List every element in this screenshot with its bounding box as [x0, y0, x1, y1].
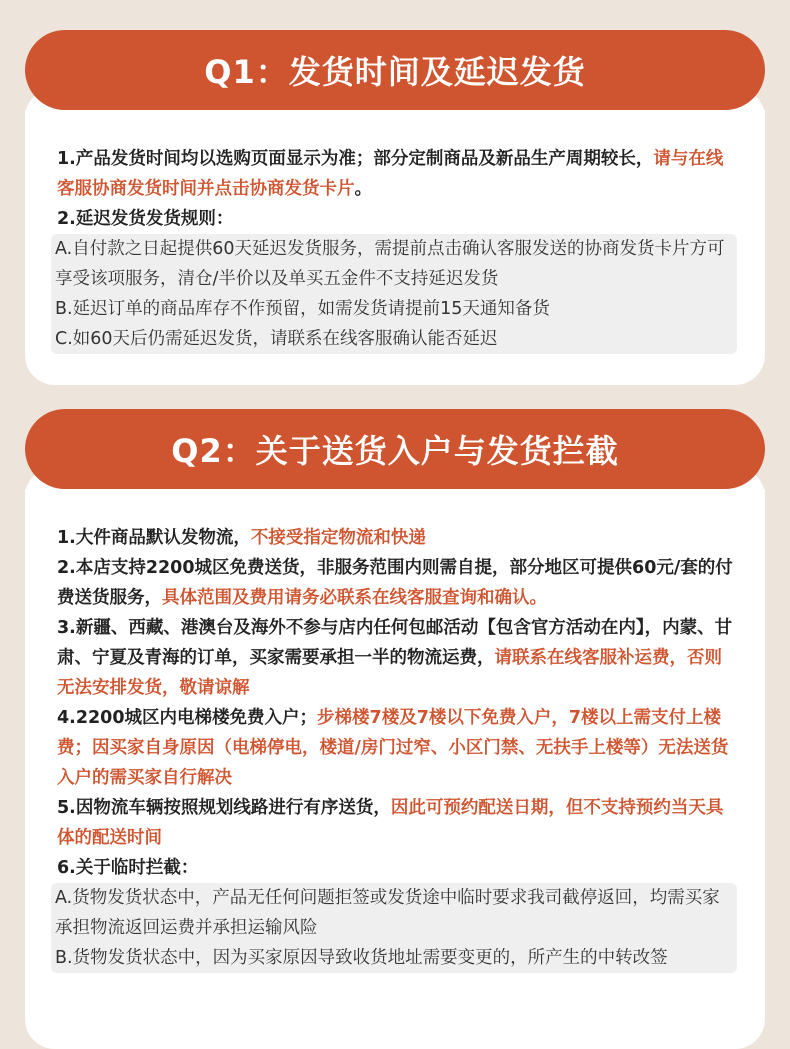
q2-sub-item-a: A.货物发货状态中，产品无任何问题拒签或发货途中临时要求我司截停返回，均需买家承担物流返回运费并承担运输风险: [55, 888, 720, 938]
q2-item-4: [57, 703, 735, 793]
q2-item-1-highlight: 不接受指定物流和快递: [250, 528, 426, 548]
q1-sub-item-b: B.延迟订单的商品库存不作预留，如需发货请提前15天通知备货: [55, 299, 550, 319]
q2-item-5-text: 5.因物流车辆按照规划线路进行有序送货，: [57, 798, 391, 818]
q2-item-5-highlight: 因此可预约配送日期，但不支持预约当天具体的配送时间: [57, 798, 724, 848]
q1-item-1-text: 1.产品发货时间均以选购页面显示为准；部分定制商品及新品生产周期较长，: [57, 149, 654, 169]
faq-section-q1: [25, 30, 765, 385]
q2-item-6-heading: 6.关于临时拦截：: [57, 858, 199, 878]
q2-body: [57, 523, 735, 973]
q1-item-1: [57, 144, 735, 204]
q2-item-3-text: 3.新疆、西藏、港澳台及海外不参与店内任何包邮活动【包含官方活动在内】，内蒙、甘肃、宁夏及青海的订单，买家需要承担一半的物流运费，: [57, 618, 733, 668]
q2-item-1: [57, 523, 735, 553]
q2-item-5: [57, 793, 735, 853]
q2-item-2: [57, 553, 735, 613]
q2-item-3-highlight: 请联系在线客服补运费，否则无法安排发货，敬请谅解: [57, 648, 722, 698]
q2-card: [25, 489, 765, 1049]
q2-item-2-text: 2.本店支持2200城区免费送货，非服务范围内则需自提，部分地区可提供60元/套的付费送货服务，: [57, 558, 733, 608]
q1-body: [57, 144, 735, 354]
q1-card: [25, 110, 765, 385]
q2-item-4-highlight: 步梯楼7楼及7楼以下免费入户，7楼以上需支付上楼费；因买家自身原因（电梯停电，楼道/房门过窄、小区门禁、无扶手上楼等）无法送货入户的需买家自行解决: [57, 708, 729, 788]
q1-sub-list: [51, 234, 737, 354]
q1-sub-item-c: C.如60天后仍需延迟发货，请联系在线客服确认能否延迟: [55, 329, 498, 349]
q1-item-1-end: 。: [354, 179, 372, 199]
q1-item-1-highlight: 请与在线客服协商发货时间并点击协商发货卡片: [57, 149, 724, 199]
q1-item-2-heading: 2.延迟发货发货规则：: [57, 209, 234, 229]
q2-item-2-highlight: 具体范围及费用请务必联系在线客服查询和确认。: [162, 588, 547, 608]
q2-title: Q2：关于送货入户与发货拦截: [25, 409, 765, 489]
faq-section-q2: [25, 409, 765, 969]
q2-item-1-text: 1.大件商品默认发物流，: [57, 528, 251, 548]
q2-item-3: [57, 613, 735, 703]
q2-item-4-text: 4.2200城区内电梯楼免费入户；: [57, 708, 318, 728]
q1-sub-item-a: A.自付款之日起提供60天延迟发货服务，需提前点击确认客服发送的协商发货卡片方可享受该项服务，清仓/半价以及单买五金件不支持延迟发货: [55, 239, 725, 289]
q2-sub-item-b: B.货物发货状态中，因为买家原因导致收货地址需要变更的，所产生的中转改签: [55, 948, 668, 968]
q1-title: Q1：发货时间及延迟发货: [25, 30, 765, 110]
